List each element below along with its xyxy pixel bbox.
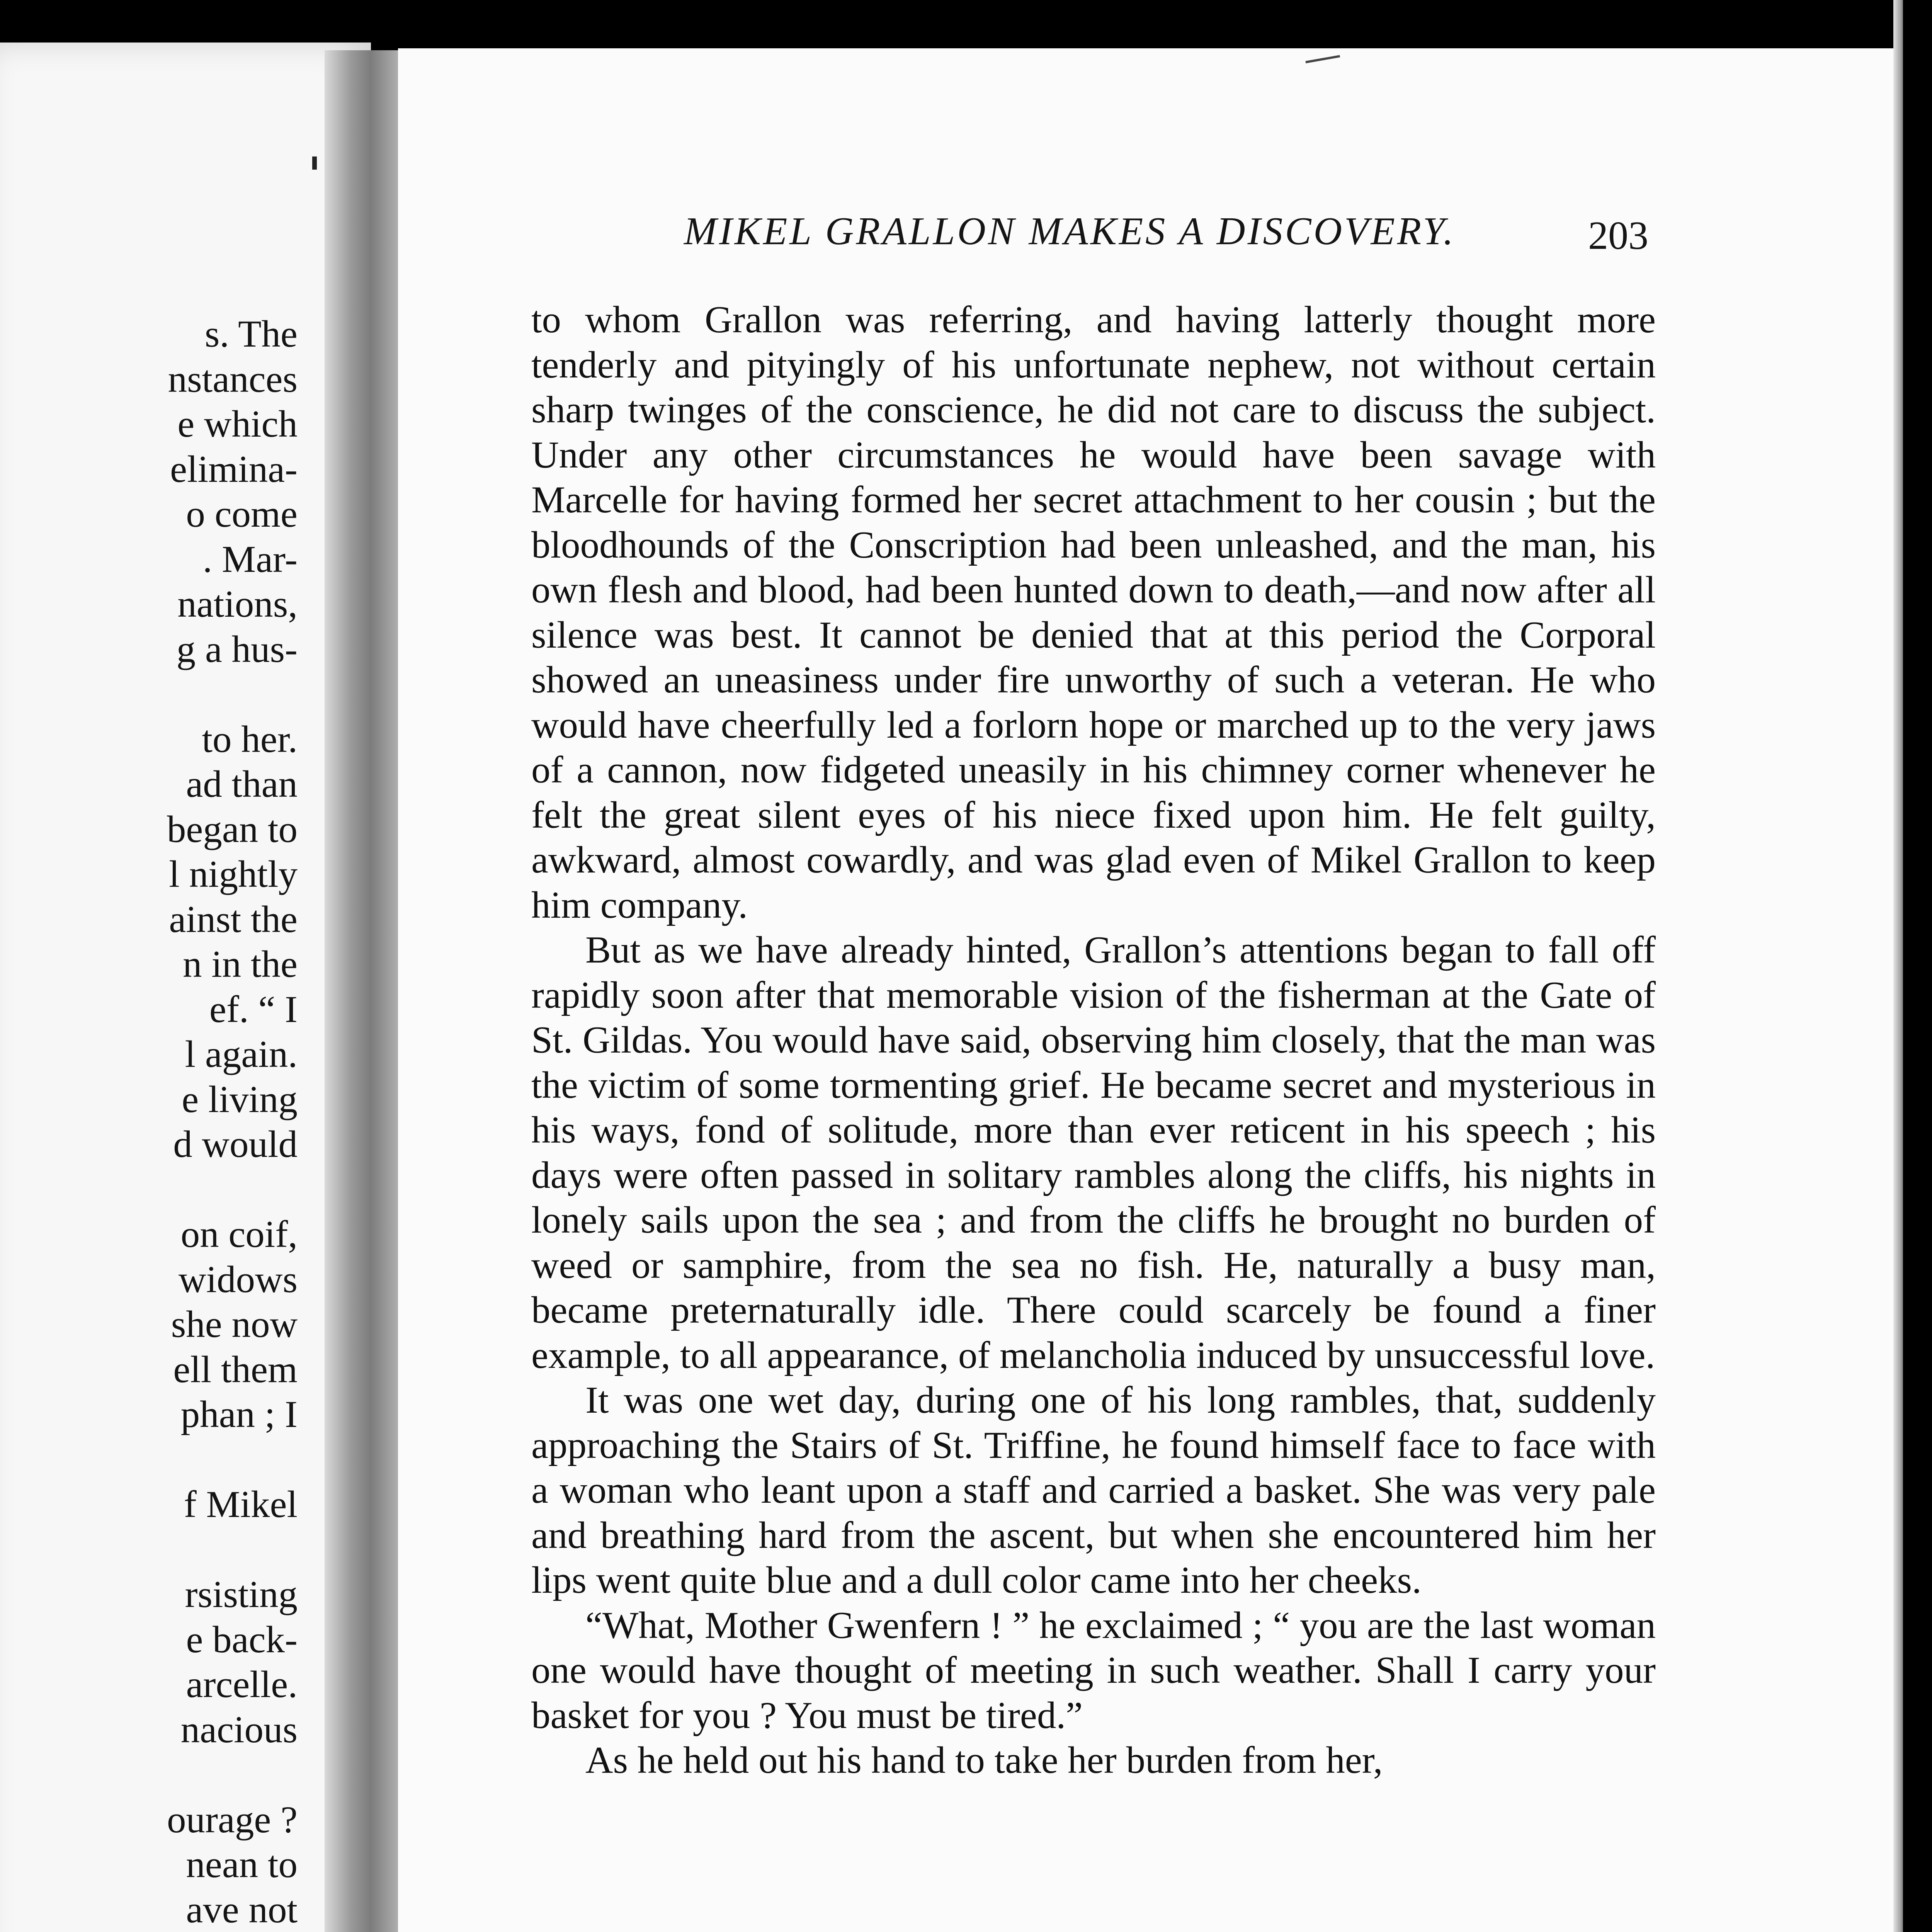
page-body <box>531 298 1656 1783</box>
previous-page-line: . Mar- <box>202 538 298 580</box>
previous-page-line: ad than <box>186 763 298 805</box>
previous-page-line: rsisting <box>185 1573 298 1616</box>
previous-page-line: e back- <box>186 1618 298 1661</box>
previous-page-line: g a hus- <box>176 628 298 670</box>
previous-page-line: o come <box>186 493 298 535</box>
previous-page-line: she now <box>171 1303 298 1345</box>
previous-page-line: l again. <box>185 1033 298 1075</box>
paragraph: But as we have already hinted, Grallon’s attentions began to fall off rapidly soon after that memorable vision of the fisherman at the Gate of St. Gildas. You would have said, observing him closely, that the man was the victim of some tormenting grief. He became secret and mysterious in his ways, fond of solitude, more than ever reticent in his speech ; his days were often passed in solitary rambles along the cliffs, his nights in lonely sails upon the sea ; and from the cliffs he brought no burden of weed or samphire, from the sea no fish. He, naturally a busy man, became preternaturally idle. There could scarcely be found a finer example, to all appearance, of melancholia induced by unsuccessful love. <box>531 929 1656 1376</box>
previous-page-line: ef. “ I <box>209 988 298 1031</box>
paragraph: It was one wet day, during one of his long rambles, that, suddenly approaching the Stairs of St. Triffine, he found himself face to face with a woman who leant upon a staff and carried a basket. She was very pale and breathing hard from the ascent, but when she encountered him her lips went quite blue and a dull color came into her cheeks. <box>531 1379 1656 1601</box>
previous-page-line: f Mikel <box>184 1483 298 1526</box>
previous-page-line: l nightly <box>169 853 298 895</box>
previous-page-line: ainst the <box>169 898 298 940</box>
previous-page-line: to her. <box>202 718 298 760</box>
paragraph: As he held out his hand to take her burden from her, <box>585 1739 1383 1781</box>
previous-page-line: nacious <box>180 1708 298 1751</box>
paragraph: to whom Grallon was referring, and having latterly thought more tenderly and pityingly of his unfortunate nephew, not without certain sharp twinges of the conscience, he did not care to discuss the subject. Under any other circumstances he would have been savage with Marcelle for having formed her secret attachment to her cousin ; but the bloodhounds of the Conscription had been unleashed, and the man, his own flesh and blood, had been hunted down to death,—and now after all silence was best. It cannot be denied that at this period the Corporal showed an uneasiness under fire unworthy of such a veteran. He who would have cheerfully led a forlorn hope or marched up to the very jaws of a cannon, now fidgeted uneasily in his chimney corner whenever he felt the great silent eyes of his niece fixed upon him. He felt guilty, awkward, almost cowardly, and was glad even of Mikel Grallon to keep him company. <box>531 299 1656 926</box>
previous-page-line: ourage ? <box>167 1798 298 1841</box>
previous-page-line: phan ; I <box>180 1393 298 1435</box>
paragraph: “What, Mother Gwenfern ! ” he exclaimed ; “ you are the last woman one would have thought of meeting in such weather. Shall I carry your basket for you ? You must be tired.” <box>531 1604 1656 1736</box>
previous-page-line: s. The <box>204 313 298 355</box>
previous-page-line: ave not <box>186 1888 298 1931</box>
previous-page-line: d would <box>173 1123 298 1165</box>
previous-page-line: elimina- <box>170 448 298 490</box>
previous-page-line: e living <box>182 1078 298 1121</box>
right-border <box>1903 0 1932 1932</box>
page-number: 203 <box>1588 213 1648 258</box>
previous-page-line: nstances <box>168 358 298 400</box>
previous-page-line: e which <box>177 403 298 445</box>
previous-page <box>0 43 371 1932</box>
scan-speck <box>312 156 317 170</box>
previous-page-line: on coif, <box>180 1213 298 1255</box>
previous-page-line: began to <box>167 808 298 850</box>
previous-page-line: nean to <box>186 1844 298 1886</box>
previous-page-line: widows <box>178 1258 298 1301</box>
running-head: MIKEL GRALLON MAKES A DISCOVERY. <box>684 209 1456 253</box>
previous-page-line: nations, <box>177 583 298 625</box>
previous-page-line: ell them <box>173 1348 298 1391</box>
previous-page-line: arcelle. <box>186 1663 298 1706</box>
previous-page-line: n in the <box>183 943 298 985</box>
